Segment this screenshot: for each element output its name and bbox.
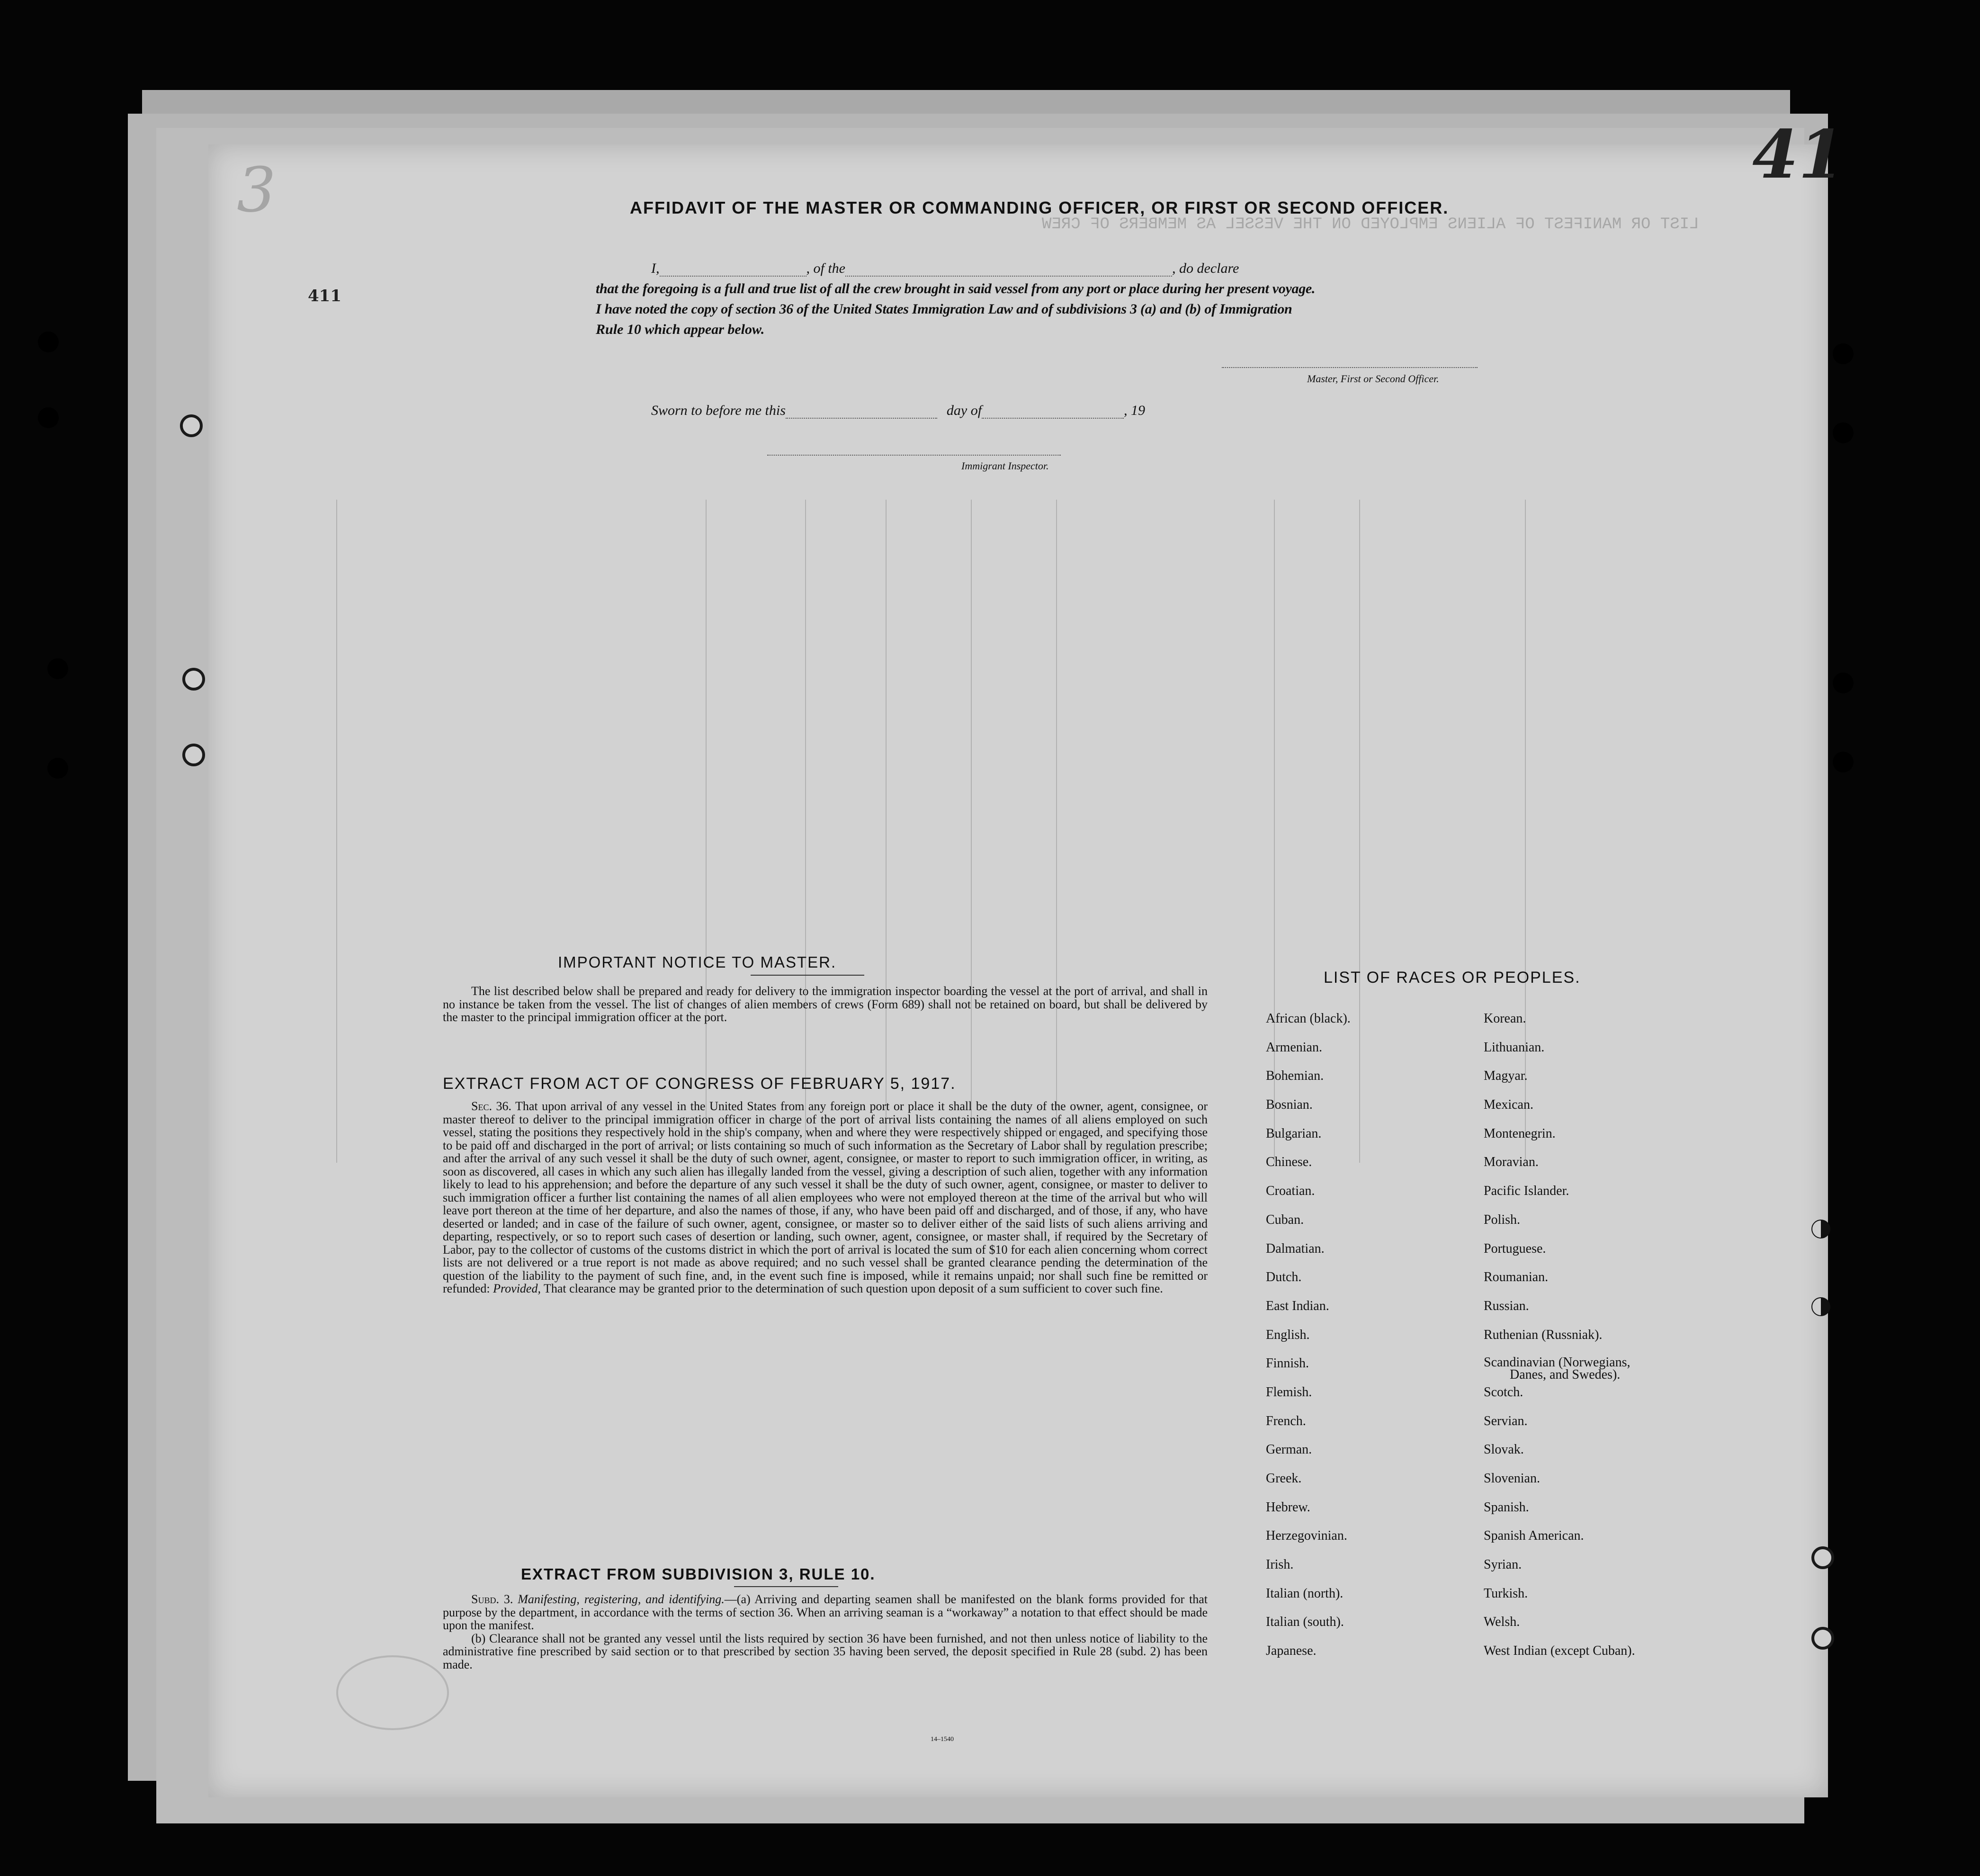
race-item: Spanish American. [1484,1528,1584,1544]
name-blank[interactable] [660,261,806,277]
binder-hole [1811,1297,1830,1316]
race-item: Bohemian. [1266,1068,1324,1084]
race-item: Croatian. [1266,1184,1315,1199]
sworn-year-text: , 19 [1124,403,1146,418]
race-item: Italian (north). [1266,1586,1344,1601]
race-item: Syrian. [1484,1557,1522,1572]
divider [751,975,864,976]
binder-hole [182,668,205,691]
race-item: Cuban. [1266,1212,1304,1227]
affidavit-of: , of the [806,260,845,276]
bleed-gridline [706,500,707,1163]
sworn-line [651,403,1145,419]
race-item: Spanish. [1484,1499,1529,1515]
race-item: Scotch. [1484,1384,1523,1400]
extract-act-title: EXTRACT FROM ACT OF CONGRESS OF FEBRUARY 5, 1917. [443,1075,956,1093]
margin-mark: 411 [308,287,341,305]
race-item: Bosnian. [1266,1097,1313,1113]
race-item: Russian. [1484,1298,1529,1313]
binder-hole [1811,1220,1830,1239]
binder-hole [180,414,203,437]
sec-36-text-end: That clearance may be granted prior to the determination of such question upon deposit of a sum sufficient to cover such fine. [544,1282,1163,1295]
binder-hole [1811,1546,1834,1569]
race-item: Mexican. [1484,1097,1533,1113]
race-item: Japanese. [1266,1643,1317,1659]
binder-hole [1833,422,1854,443]
race-item: English. [1266,1327,1310,1342]
subd-label: Subd. 3. [471,1592,513,1606]
race-item: Turkish. [1484,1586,1528,1601]
race-item: German. [1266,1442,1312,1457]
bleed-gridline [1359,500,1360,1163]
subd-heading: Manifesting, registering, and identifying. [518,1592,725,1606]
race-item: Slovak. [1484,1442,1524,1457]
bleed-gridline [336,500,337,1163]
race-item: Bulgarian. [1266,1126,1322,1141]
race-item: Korean. [1484,1011,1526,1026]
race-item: Armenian. [1266,1040,1322,1055]
race-item: Chinese. [1266,1155,1312,1170]
race-item: Finnish. [1266,1356,1309,1371]
inspector-label: Immigrant Inspector. [961,460,1049,472]
bleed-gridline [1056,500,1057,1163]
race-item: Greek. [1266,1471,1302,1486]
binder-hole [47,758,68,779]
master-label: Master, First or Second Officer. [1307,373,1439,385]
extract-rule-text [443,1593,1208,1671]
vessel-blank[interactable] [845,261,1172,277]
race-item: Servian. [1484,1413,1528,1428]
notice-text [443,985,1208,1024]
binder-hole [1833,343,1854,364]
subd-a-text: —(a) Arriving and departing seamen shall be manifested on the blank forms provided for that purpose by the department, in accordance with the terms of section 36. When an arriving seaman is a “workaway” a notation to that effect should be made upon the manifest. [443,1592,1208,1632]
affidavit-line-3: I have noted the copy of section 36 of the United States Immigration Law and of subdivisions 3 (a) and (b) of Immigration [596,301,1292,317]
race-item: French. [1266,1413,1306,1428]
race-item: Slovenian. [1484,1471,1540,1486]
subd-b-text: (b) Clearance shall not be granted any vessel until the lists required by section 36 have been furnished, and not then unless notice of liability to the administrative fine prescribed by said section or to that prescribed by section 35 having been served, the deposit specified in Rule 28 (subd. 2) has been made. [443,1631,1208,1671]
race-item: Scandinavian (Norwegians, Danes, and Swedes). [1484,1356,1635,1385]
bleed-gridline [971,500,972,1163]
race-item: Pacific Islander. [1484,1184,1569,1199]
race-item: Welsh. [1484,1615,1520,1630]
provided-word: Provided, [493,1282,541,1295]
race-item: Moravian. [1484,1155,1539,1170]
notice-title: IMPORTANT NOTICE TO MASTER. [558,953,837,971]
form-number: 14–1540 [931,1736,954,1743]
race-item: Herzegovinian. [1266,1528,1347,1544]
affidavit-line-4: Rule 10 which appear below. [596,322,765,337]
races-left-column [1266,1011,1351,1672]
race-item: Polish. [1484,1212,1521,1227]
races-title: LIST OF RACES OR PEOPLES. [1324,969,1581,987]
binder-hole [38,332,59,352]
affidavit-line-1 [651,260,1239,277]
race-item-continuation: Danes, and Swedes). [1510,1367,1621,1382]
race-item: Portuguese. [1484,1241,1546,1256]
affidavit-line-2: that the foregoing is a full and true list of all the crew brought in said vessel from any port or place during her present voyage. [596,281,1316,296]
bleed-gridline [886,500,887,1163]
race-item: African (black). [1266,1011,1351,1026]
binder-hole [182,744,205,766]
binder-hole [47,658,68,679]
sworn-month-blank[interactable] [982,404,1124,419]
binder-hole [1833,752,1854,772]
race-item: Irish. [1266,1557,1294,1572]
master-signature-line[interactable] [1222,353,1478,368]
affidavit-declare: , do declare [1172,260,1239,276]
extract-rule-title: EXTRACT FROM SUBDIVISION 3, RULE 10. [521,1565,876,1583]
race-item: Ruthenian (Russniak). [1484,1327,1603,1342]
binder-hole [38,407,59,428]
affidavit-i: I, [651,260,660,276]
race-item: East Indian. [1266,1298,1329,1313]
race-item: Dalmatian. [1266,1241,1325,1256]
sworn-text: Sworn to before me this [651,403,786,418]
race-item: West Indian (except Cuban). [1484,1643,1635,1659]
race-item: Roumanian. [1484,1270,1549,1285]
divider [734,1586,838,1587]
races-right-column [1484,1011,1635,1672]
faint-stamp [336,1655,449,1730]
race-item: Flemish. [1266,1384,1312,1400]
extract-act-text [443,1100,1208,1295]
sworn-day-blank[interactable] [786,404,937,419]
handwritten-mark: 3 [237,154,276,226]
affidavit-title: AFFIDAVIT OF THE MASTER OR COMMANDING OFFICER, OR FIRST OR SECOND OFFICER. [630,198,1449,217]
race-item: Lithuanian. [1484,1040,1545,1055]
bleed-gridline [805,500,806,1163]
sec-label: Sec. 36. [471,1099,511,1113]
race-item: Montenegrin. [1484,1126,1556,1141]
notice-paragraph: The list described below shall be prepared and ready for delivery to the immigration inspector boarding the vessel at the port of arrival, and shall in no instance be taken from the vessel. The list of changes of alien members of crews (Form 689) shall not be retained on board, but shall be delivered by the master to the principal immigration officer at the port. [443,984,1208,1024]
race-item: Magyar. [1484,1068,1528,1084]
race-item: Italian (south). [1266,1615,1344,1630]
page-number: 41 [1752,116,1845,194]
race-item: Dutch. [1266,1270,1302,1285]
race-item: Hebrew. [1266,1499,1310,1515]
sec-36-text: That upon arrival of any vessel in the United States from any foreign port or place it shall be the duty of the owner, agent, consignee, or master thereof to deliver to the principal immigration officer in charge of the port of arrival lists containing the names of all aliens employed on such vessel, stating the positions they respectively hold in the ship's company, when and where they were respectively shipped or engaged, and specifying those to be paid off and discharged in the port of arrival; or lists containing so much of such information as the Secretary of Labor shall by regulation prescribe; and after the arrival of any such vessel it shall be the duty of such owner, agent, consignee, or master to report to such immigration officer, in writing, as soon as discovered, all cases in which any such alien has illegally landed from the vessel, giving a description of such alien, together with any information likely to lead to his apprehension; and before the departure of any such vessel it shall be the duty of such owner, agent, consignee, or master to deliver to such immigration officer a further list containing the names of all alien employees who were not employed thereon at the time of the arrival but who will leave port thereon at the time of her departure, and also the names of those, if any, who have been paid off and discharged, and of those, if any, who have deserted or landed; and in case of the failure of such owner, agent, consignee, or master so to deliver either of the said lists of such aliens arriving and departing, respectively, or so to report such cases of desertion or landing, such owner, agent, consignee, or master shall, if required by the Secretary of Labor, pay to the collector of customs of the customs district in which the port of arrival is located the sum of $10 for each alien concerning whom correct lists are not delivered or a true report is not made as above required; and no such vessel shall be granted clearance pending the determination of the question of the liability to the payment of such fine, and, in the event such fine is imposed, while it remains unpaid; nor shall such fine be remitted or refunded: [443,1099,1208,1295]
binder-hole [1811,1627,1834,1650]
binder-hole [1833,673,1854,693]
day-of-text: day of [946,403,982,418]
affidavit-page [208,116,1845,1797]
bleed-through-text: LIST OR MANIFEST OF ALIENS EMPLOYED ON THE VESSEL AS MEMBERS OF CREW [1042,215,1699,233]
inspector-signature-line[interactable] [767,440,1061,456]
